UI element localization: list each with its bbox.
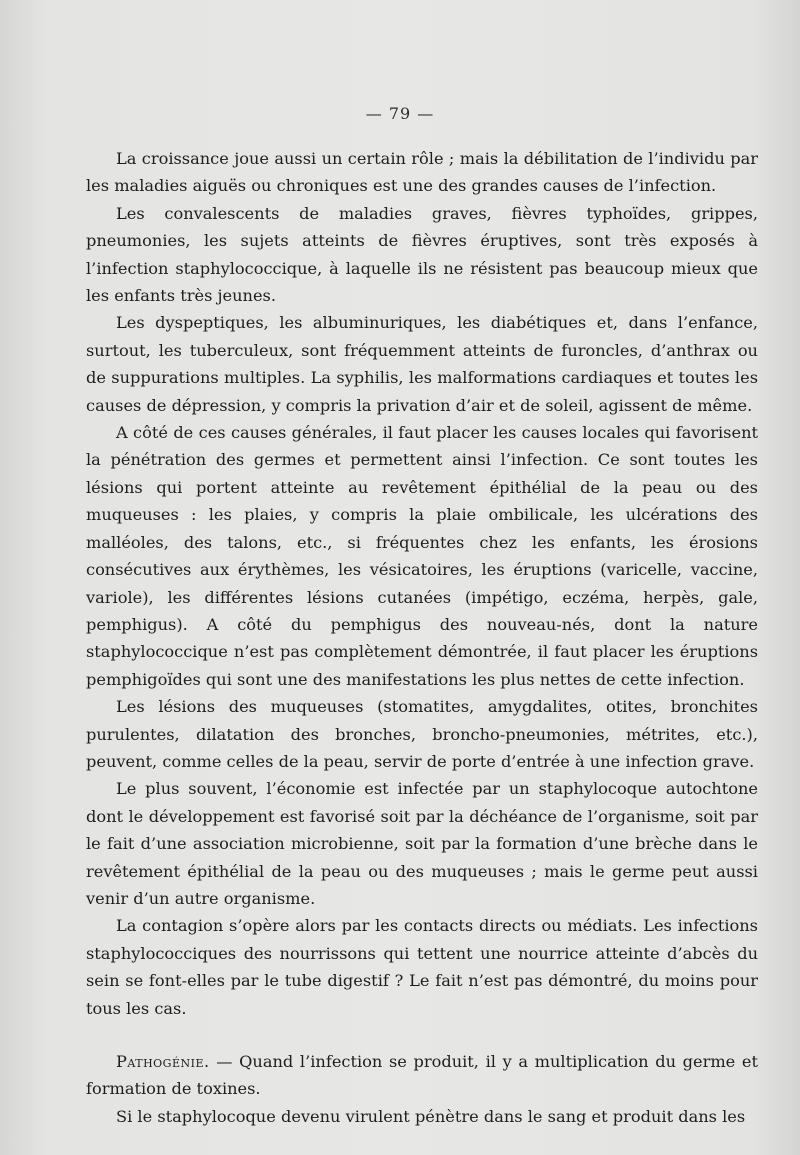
section-first-sentence: Quand l’infection se produit, il y a multiplication du germe et formation de toxines. — [86, 1052, 758, 1099]
body-text — [86, 145, 758, 1130]
paragraph-dyspeptiques: Les dyspeptiques, les albuminuriques, les diabétiques et, dans l’enfance, surtout, les tuberculeux, sont fréquemment atteints de furoncles, d’anthrax ou de suppurations multiples. La syphilis, les malformations cardiaques et toutes les causes de dépression, y compris la privation d’air et de soleil, agissent de même. — [86, 313, 758, 415]
paragraph-economie: Le plus souvent, l’économie est infectée par un staphylocoque autochtone dont le développement est favorisé soit par la déchéance de l’organisme, soit par le fait d’une association microbienne, soit par la formation d’une brèche dans le revêtement épithélial de la peau ou des muqueuses ; mais le germe peut aussi venir d’un autre organisme. — [86, 779, 758, 908]
section-paragraph-pathogenie — [86, 1048, 758, 1103]
paragraph-causes-locales: A côté de ces causes générales, il faut placer les causes locales qui favorisent la pénétration des germes et permettent ainsi l’infection. Ce sont toutes les lésions qui portent atteinte au revêtement épithélial de la peau ou des muqueuses : les plaies, y compris la plaie ombilicale, les ulcérations des malléoles, des talons, etc., si fréquentes chez les enfants, les érosions consécutives aux érythèmes, les vésicatoires, les éruptions (varicelle, vaccine, variole), les différentes lésions cutanées (impétigo, eczéma, herpès, gale, pemphigus). A côté du pemphigus des nouveau-nés, dont la nature staphylococcique n’est pas complètement démontrée, il faut placer les éruptions pemphigoïdes qui sont une des manifestations les plus nettes de cette infection. — [86, 423, 758, 689]
paragraph-staphylocoque-virulent: Si le staphylocoque devenu virulent pénètre dans le sang et produit dans les — [116, 1106, 746, 1126]
paragraph-convalescents: Les convalescents de maladies graves, fièvres typhoïdes, grippes, pneumonies, les sujets atteints de fièvres éruptives, sont très exposés à l’infection staphylococcique, à laquelle ils ne résistent pas beaucoup mieux que les enfants très jeunes. — [86, 203, 758, 306]
paragraph-lesions-muqueuses: Les lésions des muqueuses (stomatites, amygdalites, otites, bronchites purulentes, dilatation des bronches, broncho-pneumonies, métrites, etc.), peuvent, comme celles de la peau, servir de porte d’entrée à une infection grave. — [86, 697, 758, 771]
paragraph-croissance: La croissance joue aussi un certain rôle ; mais la débilitation de l’individu par les maladies aiguës ou chroniques est une des grandes causes de l’infection. — [86, 149, 758, 196]
section-heading-dash: — — [209, 1052, 240, 1071]
section-spacer — [86, 1022, 758, 1048]
page-number: — 79 — — [365, 104, 435, 123]
paragraph-contagion: La contagion s’opère alors par les contacts directs ou médiats. Les infections staphylococciques des nourrissons qui tettent une nourrice atteinte d’abcès du sein se font-elles par le tube digestif ? Le fait n’est pas démontré, du moins pour tous les cas. — [86, 916, 758, 1018]
section-heading: Pathogénie. — [116, 1052, 210, 1071]
